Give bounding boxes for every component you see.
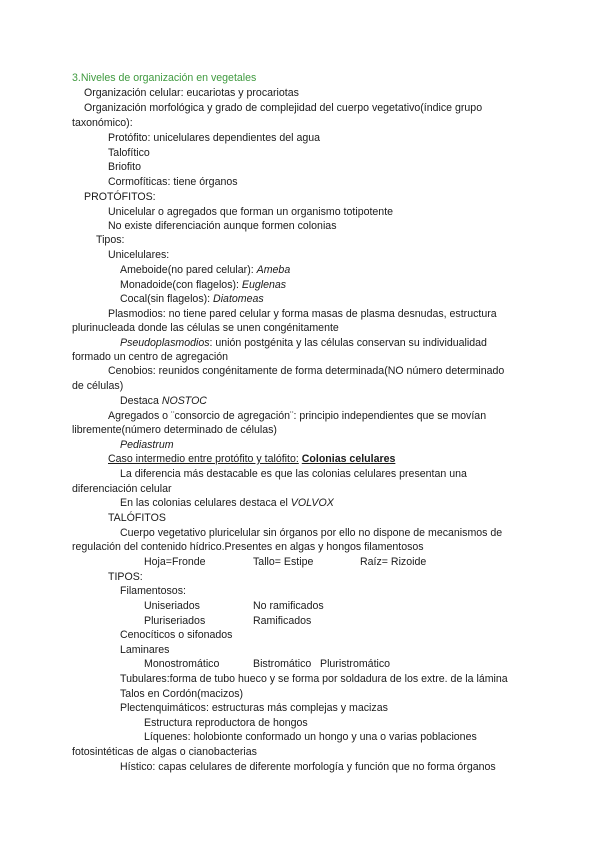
text-line: taxonómico):	[72, 117, 133, 129]
text-run: Ameboide(no pared celular):	[120, 264, 254, 276]
italic-term: VOLVOX	[290, 497, 334, 509]
term-raiz: Raíz= Rizoide	[360, 556, 427, 568]
text-line: Agregados o ¨consorcio de agregación¨: principio independientes que se movían	[108, 410, 487, 422]
text-line: Plectenquimáticos: estructuras más complejas y macizas	[120, 702, 388, 714]
subheading: TIPOS:	[108, 571, 143, 583]
section-heading: 3.Niveles de organización en vegetales	[72, 72, 257, 84]
text-line: Tubulares:forma de tubo hueco y se forma por soldadura de los extre. de la lámina	[120, 673, 508, 685]
text-line: Bistromático	[253, 658, 312, 670]
underlined-text: Caso intermedio entre protófito y talófito:	[108, 453, 299, 465]
bold-term: Colonias celulares	[301, 453, 396, 465]
text-line: Pluristromático	[320, 658, 391, 670]
text-line: Cenobios: reunidos congénitamente de forma determinada(NO número determinado	[108, 365, 505, 377]
text-line: La diferencia más destacable es que las colonias celulares presentan una	[120, 468, 467, 480]
text-line: Protófito: unicelulares dependientes del agua	[108, 132, 321, 144]
text-run: Monadoide(con flagelos):	[120, 279, 239, 291]
text-line: fotosintéticas de algas o cianobacterias	[72, 746, 257, 758]
text-line	[120, 395, 207, 408]
text-run: Cocal(sin flagelos):	[120, 293, 211, 305]
text-line: Laminares	[120, 644, 170, 656]
text-line: Plasmodios: no tiene pared celular y forma masas de plasma desnudas, estructura	[108, 308, 497, 320]
italic-term: Ameba	[256, 264, 291, 276]
text-line: Unicelulares:	[108, 249, 170, 261]
text-line: No existe diferenciación aunque formen colonias	[108, 220, 337, 232]
text-line: Estructura reproductora de hongos	[144, 717, 308, 729]
italic-term: NOSTOC	[161, 395, 207, 407]
text-line: Talos en Cordón(macizos)	[120, 688, 244, 700]
text-line: Unicelular o agregados que forman un organismo totipotente	[108, 206, 394, 218]
term-hoja: Hoja=Fronde	[144, 556, 206, 568]
text-line: de células)	[72, 380, 124, 392]
text-line: No ramificados	[253, 600, 324, 612]
text-line: Monostromático	[144, 658, 220, 670]
text-line: Uniseriados	[144, 600, 200, 612]
text-line: regulación del contenido hídrico.Presentes en algas y hongos filamentosos	[72, 541, 424, 553]
text-line: plurinucleada donde las células se unen congénitamente	[72, 322, 339, 334]
text-line: Filamentosos:	[120, 585, 186, 597]
text-line: Briofito	[108, 161, 141, 173]
text-line: Pluriseriados	[144, 615, 206, 627]
text-line: Tipos:	[96, 234, 125, 246]
italic-term: Euglenas	[241, 279, 287, 291]
text-line: formado un centro de agregación	[72, 351, 229, 363]
text-line: Líquenes: holobionte conformado un hongo y una o varias poblaciones	[144, 731, 477, 743]
text-line	[120, 279, 286, 292]
text-line: Cenocíticos o sifonados	[120, 629, 233, 641]
text-line: diferenciación celular	[72, 483, 172, 495]
subheading: PROTÓFITOS:	[84, 191, 156, 203]
term-tallo: Tallo= Estipe	[253, 556, 314, 568]
text-line	[120, 293, 264, 306]
italic-term: Pseudoplasmodios	[120, 337, 210, 349]
text-run: En las colonias celulares destaca el	[120, 497, 288, 509]
italic-term: Pediastrum	[120, 439, 174, 451]
text-run: : unión postgénita y las células conservan su individualidad	[209, 337, 487, 349]
text-line	[108, 453, 395, 466]
text-line: Cuerpo vegetativo pluricelular sin órganos por ello no dispone de mecanismos de	[120, 527, 503, 539]
text-line: libremente(número determinado de células)	[72, 424, 277, 436]
text-line	[120, 264, 290, 277]
text-line	[120, 337, 487, 350]
text-line: Talofítico	[108, 147, 150, 159]
text-run: Destaca	[120, 395, 159, 407]
text-line: Cormofíticas: tiene órganos	[108, 176, 238, 188]
text-line: Organización morfológica y grado de complejidad del cuerpo vegetativo(índice grupo	[84, 102, 483, 114]
text-line	[120, 497, 334, 510]
italic-term: Diatomeas	[213, 293, 264, 305]
text-line: Organización celular: eucariotas y procariotas	[84, 87, 299, 99]
text-line: Hístico: capas celulares de diferente morfología y función que no forma órganos	[120, 761, 496, 773]
text-line: Ramificados	[253, 615, 312, 627]
subheading: TALÓFITOS	[108, 512, 166, 524]
